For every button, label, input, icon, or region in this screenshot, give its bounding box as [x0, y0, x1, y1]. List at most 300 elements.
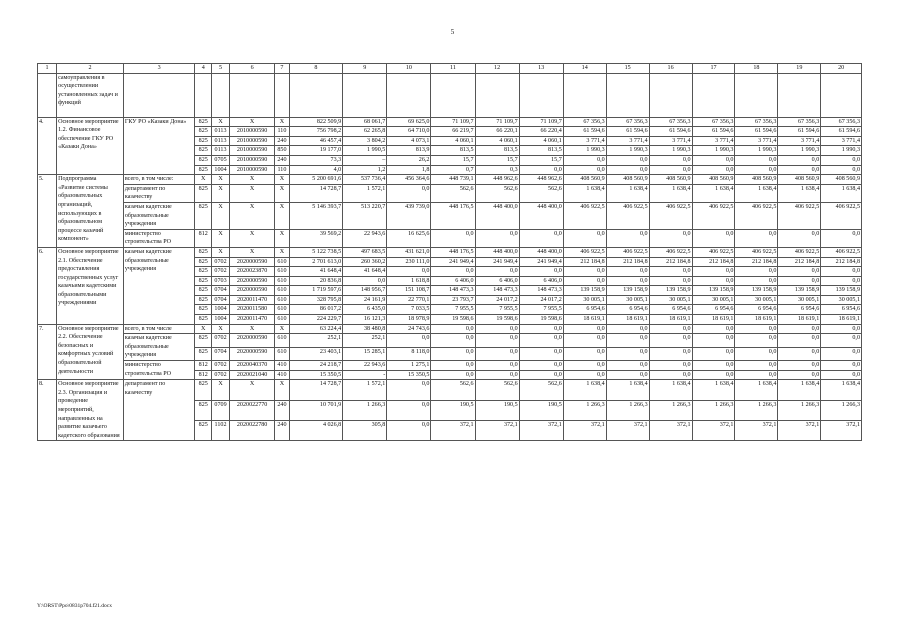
- year-2028-cell: 1 266,3: [735, 400, 778, 420]
- year-2027-cell: 212 184,8: [692, 257, 735, 267]
- target-article-code: 2010000590: [229, 165, 274, 175]
- total-cell: 756 798,2: [289, 127, 343, 137]
- year-2028-cell: 212 184,8: [735, 257, 778, 267]
- column-number-header: 13: [519, 64, 563, 74]
- year-2019-cell: 22 943,6: [343, 361, 387, 371]
- glava-code: 825: [195, 295, 212, 305]
- year-2021-cell: 448 176,5: [431, 202, 475, 229]
- expense-type-code: X: [275, 229, 289, 247]
- column-number-header: 5: [212, 64, 230, 74]
- total-cell: 46 457,4: [289, 136, 343, 146]
- year-2020-cell: 16 625,6: [387, 229, 431, 247]
- year-2023-cell: 6 406,0: [519, 276, 563, 286]
- empty-cell: [195, 73, 212, 117]
- target-article-code: X: [229, 175, 274, 185]
- year-2029-cell: 1 266,3: [778, 400, 821, 420]
- year-2024-cell: 0,0: [563, 229, 606, 247]
- total-cell: 63 224,4: [289, 324, 343, 334]
- year-2019-cell: 22 943,6: [343, 229, 387, 247]
- year-2023-cell: 0,0: [519, 361, 563, 371]
- year-2030-cell: 30 005,1: [821, 295, 862, 305]
- year-2026-cell: 0,0: [649, 276, 692, 286]
- year-2022-cell: 372,1: [475, 420, 519, 440]
- year-2019-cell: 1 572,1: [343, 184, 387, 202]
- year-2030-cell: 0,0: [821, 334, 862, 347]
- executor-cell: казачьи кадетские образовательные учреждения: [123, 247, 195, 324]
- year-2021-cell: 15,7: [431, 155, 475, 165]
- year-2027-cell: 1 638,4: [692, 380, 735, 400]
- column-number-header: 6: [229, 64, 274, 74]
- expense-type-code: 850: [275, 146, 289, 156]
- glava-code: 825: [195, 165, 212, 175]
- year-2025-cell: 3 771,4: [606, 136, 649, 146]
- year-2022-cell: 15,7: [475, 155, 519, 165]
- year-2028-cell: 0,0: [735, 267, 778, 277]
- empty-cell: [212, 73, 230, 117]
- year-2019-cell: 38 480,8: [343, 324, 387, 334]
- year-2030-cell: 0,0: [821, 276, 862, 286]
- year-2023-cell: 813,5: [519, 146, 563, 156]
- table-row: [38, 334, 862, 347]
- year-2026-cell: 0,0: [649, 324, 692, 334]
- expense-type-code: X: [275, 117, 289, 127]
- year-2027-cell: 408 560,9: [692, 175, 735, 185]
- razdel-code: 1004: [212, 165, 230, 175]
- expense-type-code: X: [275, 202, 289, 229]
- year-2024-cell: 0,0: [563, 324, 606, 334]
- year-2020-cell: 1 618,8: [387, 276, 431, 286]
- empty-cell: [123, 73, 195, 117]
- row-number-cell: [38, 73, 57, 117]
- year-2028-cell: 406 922,5: [735, 202, 778, 229]
- year-2022-cell: 0,0: [475, 361, 519, 371]
- year-2025-cell: 0,0: [606, 276, 649, 286]
- glava-code: 825: [195, 347, 212, 360]
- year-2019-cell: 537 736,4: [343, 175, 387, 185]
- empty-cell: [275, 73, 289, 117]
- target-article-code: 2020011470: [229, 295, 274, 305]
- target-article-code: 2010000590: [229, 155, 274, 165]
- total-cell: 41 648,4: [289, 267, 343, 277]
- year-2022-cell: 19 598,6: [475, 315, 519, 325]
- year-2023-cell: 15,7: [519, 155, 563, 165]
- year-2028-cell: 1 638,4: [735, 184, 778, 202]
- expense-type-code: 240: [275, 136, 289, 146]
- year-2021-cell: 71 109,7: [431, 117, 475, 127]
- year-2029-cell: 406 922,5: [778, 202, 821, 229]
- empty-cell: [649, 73, 692, 117]
- year-2028-cell: 6 954,6: [735, 305, 778, 315]
- measure-name-cell: самоуправления в осуществлении установленных задач и функций: [57, 73, 124, 117]
- expense-type-code: 410: [275, 361, 289, 371]
- year-2022-cell: 448 962,6: [475, 175, 519, 185]
- razdel-code: X: [212, 324, 230, 334]
- total-cell: 5 146 393,7: [289, 202, 343, 229]
- year-2029-cell: 3 771,4: [778, 136, 821, 146]
- year-2027-cell: 0,0: [692, 276, 735, 286]
- year-2024-cell: 1 990,3: [563, 146, 606, 156]
- razdel-code: X: [212, 117, 230, 127]
- year-2024-cell: 0,0: [563, 334, 606, 347]
- column-numbers-row: [38, 64, 862, 74]
- year-2027-cell: 0,0: [692, 267, 735, 277]
- year-2026-cell: 61 594,6: [649, 127, 692, 137]
- year-2021-cell: 0,0: [431, 347, 475, 360]
- razdel-code: 0704: [212, 286, 230, 296]
- empty-cell: [692, 73, 735, 117]
- year-2025-cell: 0,0: [606, 370, 649, 380]
- year-2021-cell: 0,0: [431, 229, 475, 247]
- year-2028-cell: 30 005,1: [735, 295, 778, 305]
- empty-cell: [821, 73, 862, 117]
- razdel-code: 1004: [212, 305, 230, 315]
- year-2026-cell: 18 619,1: [649, 315, 692, 325]
- table-row: [38, 202, 862, 229]
- year-2028-cell: 139 158,9: [735, 286, 778, 296]
- year-2026-cell: 406 922,5: [649, 247, 692, 257]
- table-row: [38, 184, 862, 202]
- document-path: Y:\ORST\Ppo\0831p704.f21.docx: [37, 603, 112, 609]
- year-2023-cell: 66 220,4: [519, 127, 563, 137]
- empty-cell: [735, 73, 778, 117]
- year-2020-cell: 26,2: [387, 155, 431, 165]
- year-2021-cell: 148 473,3: [431, 286, 475, 296]
- year-2022-cell: 71 109,7: [475, 117, 519, 127]
- year-2023-cell: 24 017,2: [519, 295, 563, 305]
- glava-code: 825: [195, 305, 212, 315]
- year-2028-cell: 1 990,3: [735, 146, 778, 156]
- year-2025-cell: 0,0: [606, 229, 649, 247]
- year-2020-cell: 8 118,0: [387, 347, 431, 360]
- year-2026-cell: 1 638,4: [649, 184, 692, 202]
- year-2029-cell: 1 638,4: [778, 184, 821, 202]
- year-2021-cell: 0,0: [431, 334, 475, 347]
- year-2022-cell: 0,0: [475, 370, 519, 380]
- year-2019-cell: 1 572,1: [343, 380, 387, 400]
- glava-code: 825: [195, 400, 212, 420]
- total-cell: 5 122 738,5: [289, 247, 343, 257]
- year-2024-cell: 1 638,4: [563, 380, 606, 400]
- year-2024-cell: 61 594,6: [563, 127, 606, 137]
- year-2028-cell: 0,0: [735, 165, 778, 175]
- table-row: [38, 361, 862, 371]
- year-2030-cell: 0,0: [821, 165, 862, 175]
- year-2029-cell: 139 158,9: [778, 286, 821, 296]
- year-2019-cell: 148 956,7: [343, 286, 387, 296]
- year-2030-cell: 0,0: [821, 370, 862, 380]
- year-2023-cell: 0,0: [519, 324, 563, 334]
- column-number-header: 14: [563, 64, 606, 74]
- year-2025-cell: 18 619,1: [606, 315, 649, 325]
- expense-type-code: X: [275, 324, 289, 334]
- glava-code: 812: [195, 370, 212, 380]
- year-2027-cell: 0,0: [692, 155, 735, 165]
- razdel-code: 0704: [212, 295, 230, 305]
- razdel-code: 0113: [212, 136, 230, 146]
- year-2026-cell: 67 356,3: [649, 117, 692, 127]
- year-2021-cell: 190,5: [431, 400, 475, 420]
- table-row: [38, 117, 862, 127]
- year-2030-cell: 0,0: [821, 347, 862, 360]
- year-2019-cell: 1 990,5: [343, 146, 387, 156]
- year-2030-cell: 61 594,6: [821, 127, 862, 137]
- column-number-header: 16: [649, 64, 692, 74]
- year-2024-cell: 0,0: [563, 276, 606, 286]
- glava-code: 825: [195, 380, 212, 400]
- expense-type-code: 240: [275, 155, 289, 165]
- year-2021-cell: 4 060,1: [431, 136, 475, 146]
- year-2030-cell: 1 638,4: [821, 184, 862, 202]
- year-2021-cell: 0,0: [431, 370, 475, 380]
- year-2028-cell: 1 638,4: [735, 380, 778, 400]
- total-cell: 15 350,5: [289, 370, 343, 380]
- expense-type-code: 110: [275, 127, 289, 137]
- year-2021-cell: 66 219,7: [431, 127, 475, 137]
- year-2030-cell: 6 954,6: [821, 305, 862, 315]
- total-cell: 1 719 597,6: [289, 286, 343, 296]
- total-cell: 4 026,8: [289, 420, 343, 440]
- year-2026-cell: 139 158,9: [649, 286, 692, 296]
- year-2027-cell: 1 266,3: [692, 400, 735, 420]
- year-2025-cell: 0,0: [606, 361, 649, 371]
- year-2027-cell: 18 619,1: [692, 315, 735, 325]
- year-2022-cell: 0,0: [475, 324, 519, 334]
- year-2024-cell: 67 356,3: [563, 117, 606, 127]
- year-2029-cell: 1 990,3: [778, 146, 821, 156]
- year-2023-cell: 0,0: [519, 370, 563, 380]
- target-article-code: 2020000590: [229, 334, 274, 347]
- year-2029-cell: 1 638,4: [778, 380, 821, 400]
- razdel-code: 0709: [212, 400, 230, 420]
- razdel-code: 0703: [212, 276, 230, 286]
- year-2027-cell: 61 594,6: [692, 127, 735, 137]
- year-2030-cell: 3 771,4: [821, 136, 862, 146]
- year-2023-cell: 7 955,5: [519, 305, 563, 315]
- year-2020-cell: 64 710,0: [387, 127, 431, 137]
- year-2027-cell: 0,0: [692, 361, 735, 371]
- year-2026-cell: 0,0: [649, 155, 692, 165]
- target-article-code: X: [229, 380, 274, 400]
- target-article-code: X: [229, 117, 274, 127]
- year-2019-cell: 15 285,1: [343, 347, 387, 360]
- year-2025-cell: 61 594,6: [606, 127, 649, 137]
- year-2024-cell: 0,0: [563, 361, 606, 371]
- year-2022-cell: 6 406,0: [475, 276, 519, 286]
- year-2020-cell: 0,0: [387, 400, 431, 420]
- year-2028-cell: 0,0: [735, 276, 778, 286]
- year-2028-cell: 372,1: [735, 420, 778, 440]
- year-2021-cell: 0,0: [431, 361, 475, 371]
- year-2024-cell: 0,0: [563, 267, 606, 277]
- year-2020-cell: 456 364,6: [387, 175, 431, 185]
- year-2025-cell: 408 560,9: [606, 175, 649, 185]
- year-2021-cell: 0,7: [431, 165, 475, 175]
- table-row: [38, 380, 862, 400]
- year-2026-cell: 3 771,4: [649, 136, 692, 146]
- year-2026-cell: 408 560,9: [649, 175, 692, 185]
- year-2021-cell: 241 949,4: [431, 257, 475, 267]
- year-2020-cell: 439 739,0: [387, 202, 431, 229]
- year-2025-cell: 0,0: [606, 334, 649, 347]
- column-number-header: 2: [57, 64, 124, 74]
- target-article-code: X: [229, 184, 274, 202]
- year-2030-cell: 0,0: [821, 267, 862, 277]
- glava-code: X: [195, 324, 212, 334]
- year-2023-cell: 448 962,6: [519, 175, 563, 185]
- executor-cell: казачьи кадетские образовательные учреждения: [123, 334, 195, 361]
- razdel-code: X: [212, 175, 230, 185]
- expense-type-code: 110: [275, 165, 289, 175]
- year-2029-cell: 0,0: [778, 155, 821, 165]
- glava-code: 825: [195, 247, 212, 257]
- year-2020-cell: 0,0: [387, 334, 431, 347]
- measure-name-cell: Основное мероприятие 2.2. Обеспечение безопасных и комфортных условий образовательной деятельности: [57, 324, 124, 380]
- year-2027-cell: 406 922,5: [692, 202, 735, 229]
- year-2022-cell: 448 400,0: [475, 247, 519, 257]
- year-2028-cell: 0,0: [735, 155, 778, 165]
- total-cell: 39 569,2: [289, 229, 343, 247]
- year-2020-cell: 69 625,0: [387, 117, 431, 127]
- target-article-code: 2020023870: [229, 267, 274, 277]
- total-cell: 19 177,0: [289, 146, 343, 156]
- target-article-code: 2020000590: [229, 347, 274, 360]
- year-2026-cell: 0,0: [649, 361, 692, 371]
- year-2022-cell: 562,6: [475, 380, 519, 400]
- year-2024-cell: 0,0: [563, 370, 606, 380]
- razdel-code: 0113: [212, 146, 230, 156]
- target-article-code: 2020022780: [229, 420, 274, 440]
- year-2023-cell: 148 473,3: [519, 286, 563, 296]
- empty-cell: [289, 73, 343, 117]
- year-2026-cell: 0,0: [649, 334, 692, 347]
- year-2019-cell: 0,0: [343, 276, 387, 286]
- column-number-header: 20: [821, 64, 862, 74]
- year-2019-cell: 24 161,9: [343, 295, 387, 305]
- row-number-cell: 4.: [38, 117, 57, 175]
- year-2026-cell: 0,0: [649, 347, 692, 360]
- total-cell: 14 728,7: [289, 184, 343, 202]
- year-2022-cell: 66 220,1: [475, 127, 519, 137]
- year-2022-cell: 24 017,2: [475, 295, 519, 305]
- year-2025-cell: 0,0: [606, 324, 649, 334]
- year-2030-cell: 139 158,9: [821, 286, 862, 296]
- razdel-code: 1102: [212, 420, 230, 440]
- year-2022-cell: 0,0: [475, 334, 519, 347]
- target-article-code: X: [229, 247, 274, 257]
- razdel-code: 0705: [212, 155, 230, 165]
- year-2019-cell: 16 121,3: [343, 315, 387, 325]
- year-2026-cell: 0,0: [649, 165, 692, 175]
- glava-code: X: [195, 175, 212, 185]
- year-2022-cell: 148 473,3: [475, 286, 519, 296]
- year-2020-cell: 7 033,5: [387, 305, 431, 315]
- year-2028-cell: 0,0: [735, 370, 778, 380]
- year-2027-cell: 139 158,9: [692, 286, 735, 296]
- year-2022-cell: 562,6: [475, 184, 519, 202]
- year-2019-cell: 1 266,3: [343, 400, 387, 420]
- year-2024-cell: 406 922,5: [563, 202, 606, 229]
- column-number-header: 18: [735, 64, 778, 74]
- glava-code: 825: [195, 146, 212, 156]
- year-2027-cell: 3 771,4: [692, 136, 735, 146]
- glava-code: 825: [195, 127, 212, 137]
- razdel-code: X: [212, 202, 230, 229]
- year-2020-cell: 18 978,9: [387, 315, 431, 325]
- total-cell: 224 229,7: [289, 315, 343, 325]
- target-article-code: 2020040370: [229, 361, 274, 371]
- year-2028-cell: 0,0: [735, 347, 778, 360]
- executor-cell: ГКУ РО «Казаки Дона»: [123, 117, 195, 175]
- year-2027-cell: 30 005,1: [692, 295, 735, 305]
- year-2026-cell: 372,1: [649, 420, 692, 440]
- target-article-code: X: [229, 324, 274, 334]
- year-2024-cell: 30 005,1: [563, 295, 606, 305]
- year-2019-cell: 260 360,2: [343, 257, 387, 267]
- expense-type-code: X: [275, 184, 289, 202]
- year-2025-cell: 0,0: [606, 165, 649, 175]
- empty-cell: [229, 73, 274, 117]
- executor-cell: министерство строительства РО: [123, 229, 195, 247]
- year-2024-cell: 408 560,9: [563, 175, 606, 185]
- year-2029-cell: 0,0: [778, 370, 821, 380]
- year-2026-cell: 406 922,5: [649, 202, 692, 229]
- year-2021-cell: 23 793,7: [431, 295, 475, 305]
- expense-type-code: 610: [275, 347, 289, 360]
- year-2029-cell: 408 560,9: [778, 175, 821, 185]
- year-2029-cell: 0,0: [778, 324, 821, 334]
- razdel-code: 1004: [212, 315, 230, 325]
- year-2026-cell: 1 638,4: [649, 380, 692, 400]
- year-2027-cell: 406 922,5: [692, 247, 735, 257]
- year-2020-cell: 813,9: [387, 146, 431, 156]
- year-2023-cell: 190,5: [519, 400, 563, 420]
- target-article-code: 2020000590: [229, 276, 274, 286]
- glava-code: 825: [195, 184, 212, 202]
- year-2019-cell: 6 435,0: [343, 305, 387, 315]
- year-2026-cell: 1 990,3: [649, 146, 692, 156]
- year-2020-cell: 230 111,0: [387, 257, 431, 267]
- year-2022-cell: 190,5: [475, 400, 519, 420]
- year-2029-cell: 0,0: [778, 276, 821, 286]
- glava-code: 812: [195, 229, 212, 247]
- year-2023-cell: 0,0: [519, 229, 563, 247]
- year-2020-cell: 0,0: [387, 267, 431, 277]
- year-2029-cell: 6 954,6: [778, 305, 821, 315]
- year-2029-cell: 0,0: [778, 267, 821, 277]
- executor-cell: всего, в том числе: [123, 324, 195, 334]
- year-2019-cell: 62 265,8: [343, 127, 387, 137]
- year-2024-cell: 372,1: [563, 420, 606, 440]
- executor-cell: министерство строительства РО: [123, 361, 195, 380]
- year-2020-cell: 24 743,6: [387, 324, 431, 334]
- glava-code: 825: [195, 286, 212, 296]
- year-2028-cell: 0,0: [735, 229, 778, 247]
- year-2022-cell: 0,0: [475, 267, 519, 277]
- target-article-code: 2020011470: [229, 315, 274, 325]
- target-article-code: 2020011580: [229, 305, 274, 315]
- year-2024-cell: 212 184,8: [563, 257, 606, 267]
- year-2030-cell: 406 922,5: [821, 202, 862, 229]
- total-cell: 5 200 691,6: [289, 175, 343, 185]
- razdel-code: 0704: [212, 347, 230, 360]
- year-2024-cell: 0,0: [563, 347, 606, 360]
- measure-name-cell: Основное мероприятие 2.3. Организация и проведение мероприятий, направленных на развитие казачьего кадетского образования: [57, 380, 124, 441]
- total-cell: 822 509,9: [289, 117, 343, 127]
- year-2023-cell: 562,6: [519, 380, 563, 400]
- year-2030-cell: 212 184,8: [821, 257, 862, 267]
- expense-type-code: 610: [275, 257, 289, 267]
- column-number-header: 11: [431, 64, 475, 74]
